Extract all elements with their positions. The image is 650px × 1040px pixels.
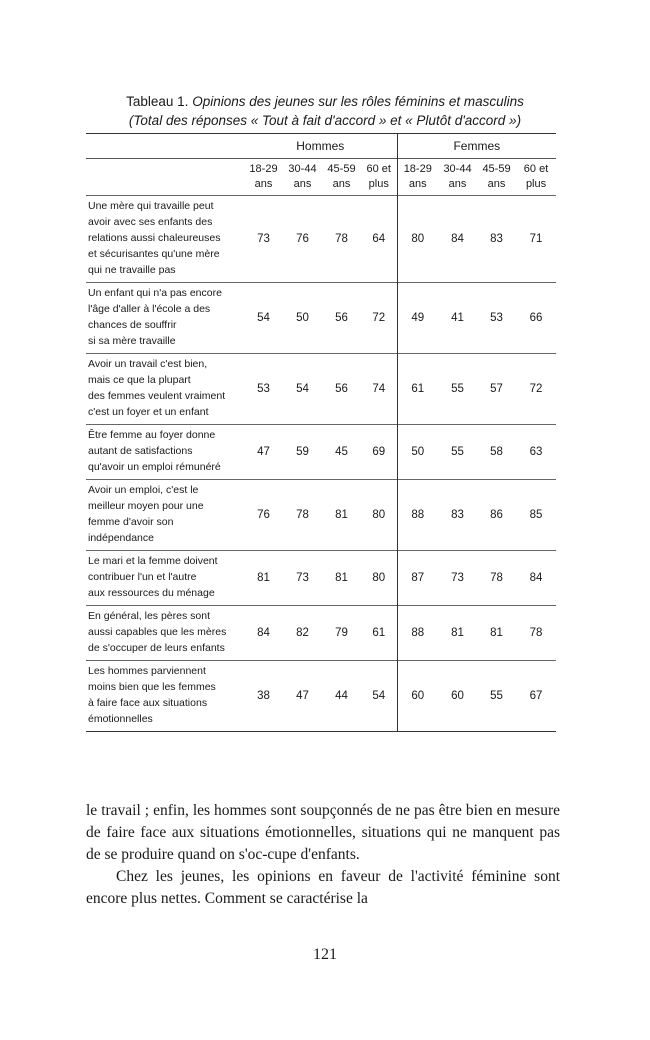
table-cell: 83 — [451, 509, 464, 521]
table-cell: 61 — [372, 627, 386, 639]
table-cell: 55 — [490, 690, 503, 702]
table-row — [86, 551, 556, 606]
table-cell: 76 — [257, 509, 270, 521]
table-cell: 78 — [490, 572, 503, 584]
age-header-2 — [322, 159, 361, 196]
table-row — [86, 661, 556, 732]
table-cell: 84 — [451, 233, 464, 245]
table-cell: 55 — [451, 446, 464, 458]
table-cell: 41 — [451, 312, 464, 324]
row-label-line: si sa mère travaille — [88, 335, 176, 347]
table-cell: 80 — [372, 509, 386, 521]
age-header-bottom: ans — [487, 178, 506, 190]
age-header-bottom: ans — [254, 178, 273, 190]
table-cell: 53 — [490, 312, 503, 324]
row-label-line: Un enfant qui n'a pas encore — [88, 287, 222, 299]
row-label-line: avoir avec ses enfants des — [88, 216, 213, 228]
age-header-top: 30-44 — [288, 163, 317, 175]
table-cell: 80 — [397, 196, 438, 283]
row-label-line: En général, les pères sont — [88, 610, 210, 622]
row-label-line: Le mari et la femme doivent — [88, 555, 218, 567]
table-row — [86, 480, 556, 551]
row-label-line: qui ne travaille pas — [88, 264, 176, 276]
row-label-line: c'est un foyer et un enfant — [88, 406, 209, 418]
table-cell: 72 — [529, 383, 543, 395]
table-cell: 50 — [296, 312, 309, 324]
row-label-line: l'âge d'aller à l'école a des — [88, 303, 211, 315]
row-label — [86, 283, 244, 354]
table-cell: 58 — [490, 446, 503, 458]
table-cell: 67 — [529, 690, 543, 702]
row-label-line: qu'avoir un emploi rémunéré — [88, 461, 221, 473]
table-cell: 54 — [372, 690, 386, 702]
table-cell: 86 — [490, 509, 503, 521]
table-cell: 49 — [397, 283, 438, 354]
row-label-line: à faire face aux situations — [88, 697, 208, 709]
table-cell: 85 — [529, 509, 543, 521]
age-header-5 — [438, 159, 477, 196]
row-label-line: émotionnelles — [88, 713, 153, 725]
age-header-blank — [86, 159, 244, 196]
table-cell: 81 — [451, 627, 464, 639]
row-label-line: et sécurisantes qu'une mère — [88, 248, 220, 260]
table-row — [86, 283, 556, 354]
row-label-line: Être femme au foyer donne — [88, 429, 216, 441]
table-cell: 57 — [490, 383, 503, 395]
table-cell: 73 — [296, 572, 309, 584]
table-cell: 56 — [335, 383, 348, 395]
age-header-0 — [244, 159, 283, 196]
caption-title-line1: Opinions des jeunes sur les rôles féminins et masculins — [192, 94, 524, 109]
row-label-line: relations aussi chaleureuses — [88, 232, 221, 244]
table-cell: 47 — [296, 690, 309, 702]
table-caption — [60, 92, 590, 130]
group-header-row — [86, 134, 556, 159]
row-label-line: de s'occuper de leurs enfants — [88, 642, 225, 654]
table-cell: 84 — [257, 627, 270, 639]
age-header-3 — [361, 159, 397, 196]
table-cell: 47 — [257, 446, 270, 458]
table-cell: 78 — [335, 233, 348, 245]
table-cell: 44 — [335, 690, 348, 702]
caption-line-1 — [60, 92, 590, 111]
group-header-femmes: Femmes — [397, 134, 556, 159]
table-cell: 59 — [296, 446, 309, 458]
row-label-line: Avoir un emploi, c'est le — [88, 484, 199, 496]
table-cell: 78 — [529, 627, 543, 639]
table-cell: 81 — [257, 572, 270, 584]
row-label — [86, 606, 244, 661]
age-header-top: 18-29 — [249, 163, 278, 175]
table-cell: 73 — [257, 233, 270, 245]
age-header-bottom: plus — [525, 178, 547, 190]
table-cell: 87 — [397, 551, 438, 606]
table-cell: 74 — [372, 383, 386, 395]
table-cell: 55 — [451, 383, 464, 395]
body-paragraph-1: le travail ; enfin, les hommes sont soupçonnés de ne pas être bien en mesure de faire face aux situations émotionnelles, situations qui ne manquent pas de se produire quand on s'oc-cupe d'enfants. — [86, 802, 560, 863]
group-header-hommes: Hommes — [296, 139, 345, 153]
age-header-top: 60 et — [523, 163, 549, 175]
row-label-line: meilleur moyen pour une — [88, 500, 204, 512]
row-label-line: des femmes veulent vraiment — [88, 390, 226, 402]
row-label-line: aux ressources du ménage — [88, 587, 215, 599]
table-cell: 54 — [257, 312, 270, 324]
page-number: 121 — [313, 946, 337, 963]
row-label — [86, 196, 244, 283]
table-cell: 56 — [335, 312, 348, 324]
table-cell: 72 — [372, 312, 386, 324]
row-label-line: mais ce que la plupart — [88, 374, 191, 386]
table-cell: 45 — [335, 446, 348, 458]
age-header-top: 18-29 — [403, 163, 432, 175]
age-header-1 — [283, 159, 322, 196]
row-label-line: indépendance — [88, 532, 154, 544]
age-header-bottom: ans — [293, 178, 312, 190]
row-label-line: autant de satisfactions — [88, 445, 193, 457]
table-cell: 82 — [296, 627, 309, 639]
table-cell: 83 — [490, 233, 503, 245]
caption-title-line2: (Total des réponses « Tout à fait d'accord » et « Plutôt d'accord ») — [128, 113, 522, 128]
age-header-top: 30-44 — [443, 163, 472, 175]
age-header-7 — [516, 159, 556, 196]
row-label-line: Une mère qui travaille peut — [88, 200, 214, 212]
age-header-row — [86, 159, 556, 196]
table-cell: 78 — [296, 509, 309, 521]
table-cell: 81 — [335, 509, 348, 521]
body-text — [86, 800, 560, 910]
row-label — [86, 425, 244, 480]
table-cell: 54 — [296, 383, 309, 395]
table-cell: 80 — [372, 572, 386, 584]
table-row — [86, 354, 556, 425]
row-label-line: aussi capables que les mères — [88, 626, 227, 638]
caption-prefix: Tableau 1. — [126, 94, 189, 109]
table-cell: 88 — [397, 480, 438, 551]
row-label — [86, 661, 244, 732]
table-cell: 76 — [296, 233, 309, 245]
age-header-top: 45-59 — [482, 163, 511, 175]
table-cell: 66 — [529, 312, 543, 324]
table-cell: 50 — [397, 425, 438, 480]
age-header-bottom: ans — [332, 178, 351, 190]
table-row — [86, 606, 556, 661]
age-header-bottom: plus — [368, 178, 389, 190]
row-label-line: femme d'avoir son — [88, 516, 174, 528]
table-cell: 81 — [490, 627, 503, 639]
table-cell: 69 — [372, 446, 386, 458]
table-cell: 73 — [451, 572, 464, 584]
age-header-top: 60 et — [366, 163, 391, 175]
row-label-line: contribuer l'un et l'autre — [88, 571, 197, 583]
opinions-table — [86, 133, 556, 732]
row-label — [86, 551, 244, 606]
row-label-line: Avoir un travail c'est bien, — [88, 358, 208, 370]
table-cell: 53 — [257, 383, 270, 395]
row-label-line: chances de souffrir — [88, 319, 177, 331]
row-label — [86, 354, 244, 425]
table-cell: 79 — [335, 627, 348, 639]
table-cell: 71 — [529, 233, 543, 245]
age-header-bottom: ans — [408, 178, 427, 190]
age-header-bottom: ans — [448, 178, 467, 190]
table-cell: 81 — [335, 572, 348, 584]
table-row — [86, 196, 556, 283]
row-label-line: Les hommes parviennent — [88, 665, 206, 677]
table-cell: 88 — [397, 606, 438, 661]
table-cell: 63 — [529, 446, 543, 458]
row-label-line: moins bien que les femmes — [88, 681, 216, 693]
table-cell: 61 — [397, 354, 438, 425]
row-label — [86, 480, 244, 551]
row-label-header — [86, 134, 244, 159]
table-cell: 64 — [372, 233, 386, 245]
table-cell: 60 — [397, 661, 438, 732]
table-cell: 84 — [529, 572, 543, 584]
table-cell: 60 — [451, 690, 464, 702]
age-header-6 — [477, 159, 516, 196]
table-row — [86, 425, 556, 480]
table-cell: 38 — [257, 690, 270, 702]
body-paragraph-2: Chez les jeunes, les opinions en faveur de l'activité féminine sont encore plus nettes. Comment se caractérise la — [86, 868, 560, 907]
age-header-4 — [397, 159, 438, 196]
age-header-top: 45-59 — [327, 163, 356, 175]
